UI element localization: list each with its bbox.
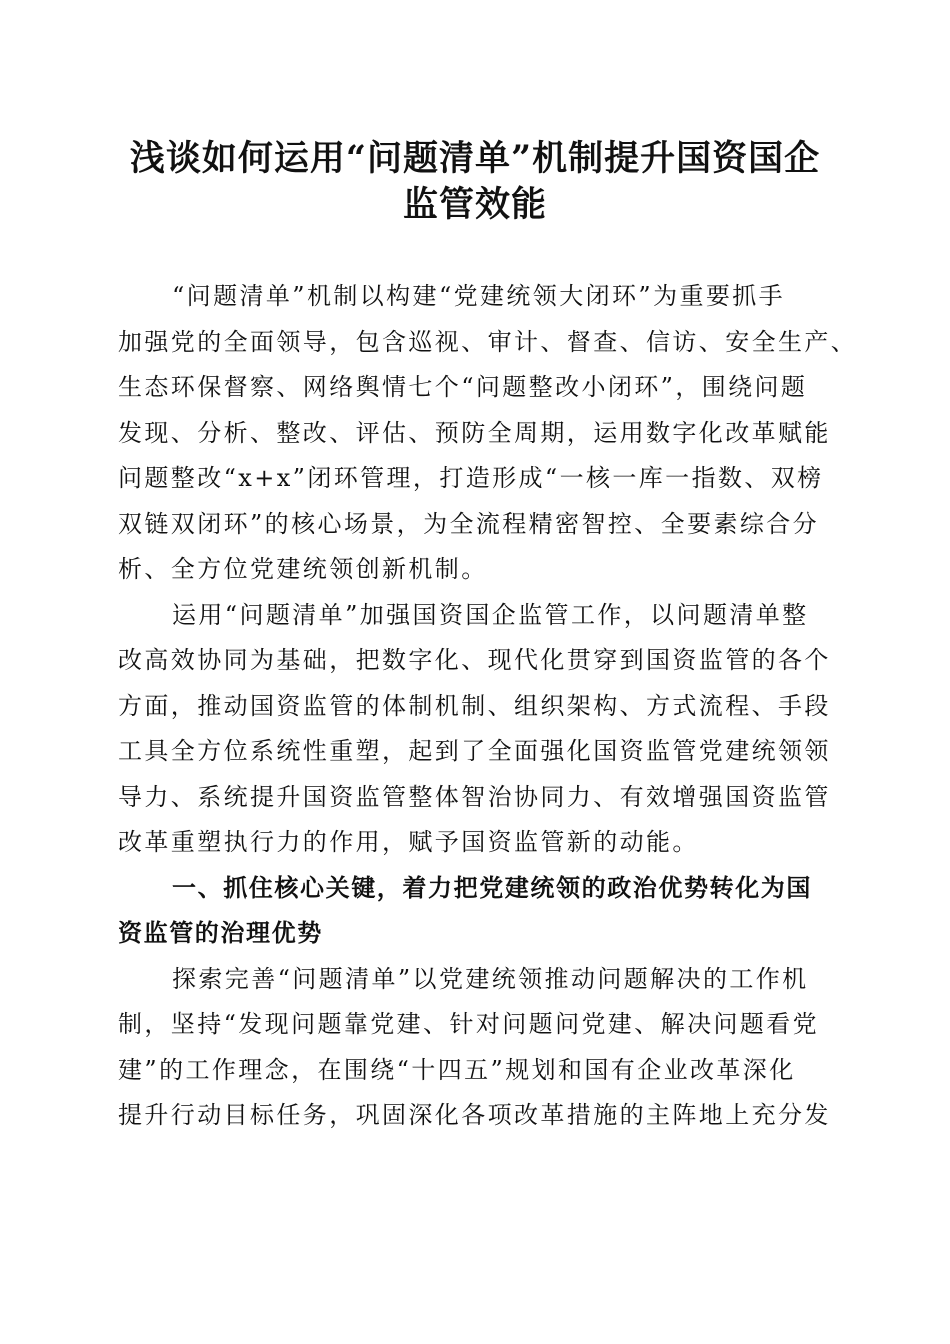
text-line: 资监管的治理优势 [118, 919, 323, 947]
title-line: 监管效能 [402, 184, 547, 225]
text-line: 发现、分析、整改、评估、预防全周期，运用数字化改革赋能 [118, 418, 831, 447]
text-line: 制，坚持“发现问题靠党建、针对问题问党建、解决问题看党 [118, 1010, 820, 1038]
text-line: 生态环保督察、网络舆情七个“问题整改小闭环”，围绕问题 [118, 373, 808, 401]
text-line: 双链双闭环”的核心场景，为全流程精密智控、全要素综合分 [118, 509, 820, 538]
document-title [0, 136, 950, 228]
section-heading [118, 866, 858, 957]
text-line: 工具全方位系统性重塑，起到了全面强化国资监管党建统领领 [118, 737, 831, 765]
text-line: 析、全方位党建统领创新机制。 [118, 555, 488, 583]
text-line: 问题整改“x+x”闭环管理，打造形成“一核一库一指数、双榜 [118, 464, 824, 492]
text-line: 方面，推动国资监管的体制机制、组织架构、方式流程、手段 [118, 691, 831, 720]
text-line: 改高效协同为基础，把数字化、现代化贯穿到国资监管的各个 [118, 646, 831, 674]
text-line: 探索完善“问题清单”以党建统领推动问题解决的工作机 [172, 964, 809, 993]
title-line: 浅谈如何运用“问题清单”机制提升国资国企 [129, 138, 821, 179]
paragraph [118, 274, 858, 593]
text-line: 导力、系统提升国资监管整体智治协同力、有效增强国资监管 [118, 782, 831, 811]
text-line: 一、抓住核心关键，着力把党建统领的政治优势转化为国 [172, 873, 812, 902]
paragraph [118, 593, 858, 866]
text-line: 加强党的全面领导，包含巡视、审计、督查、信访、安全生产、 [118, 327, 858, 356]
text-line: 改革重塑执行力的作用，赋予国资监管新的动能。 [118, 828, 699, 856]
text-line: 提升行动目标任务，巩固深化各项改革措施的主阵地上充分发 [118, 1101, 831, 1129]
document-body [118, 274, 858, 1139]
paragraph [118, 957, 858, 1139]
text-line: 建”的工作理念，在围绕“十四五”规划和国有企业改革深化 [118, 1055, 796, 1084]
text-line: “问题清单”机制以构建“党建统领大闭环”为重要抓手 [172, 282, 786, 310]
text-line: 运用“问题清单”加强国资国企监管工作，以问题清单整 [172, 600, 809, 629]
